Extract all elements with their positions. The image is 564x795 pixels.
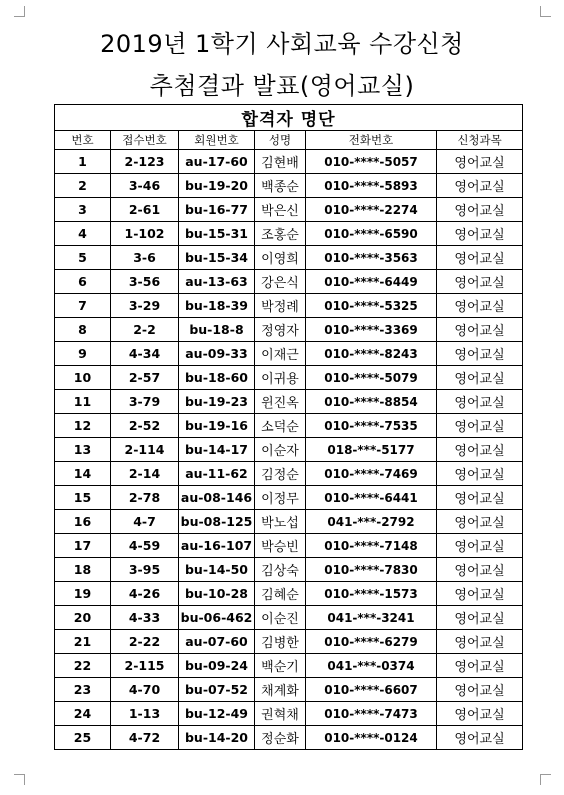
cell-member-number: bu-07-52: [179, 678, 255, 702]
cell-number: 3: [55, 198, 111, 222]
cell-number: 15: [55, 486, 111, 510]
cell-number: 1: [55, 150, 111, 174]
cell-member-number: bu-18-60: [179, 366, 255, 390]
cell-phone: 010-****-7473: [306, 702, 437, 726]
cell-number: 17: [55, 534, 111, 558]
cell-phone: 010-****-8854: [306, 390, 437, 414]
table-row: [55, 438, 523, 462]
cell-number: 7: [55, 294, 111, 318]
cell-number: 25: [55, 726, 111, 750]
table-row: [55, 702, 523, 726]
table-row: [55, 678, 523, 702]
cell-name: 김병한: [255, 630, 306, 654]
cell-receipt-number: 2-78: [111, 486, 179, 510]
cell-member-number: bu-12-49: [179, 702, 255, 726]
cell-phone: 010-****-5079: [306, 366, 437, 390]
cell-member-number: bu-18-39: [179, 294, 255, 318]
cell-course: 영어교실: [437, 390, 523, 414]
cell-course: 영어교실: [437, 606, 523, 630]
cell-member-number: bu-10-28: [179, 582, 255, 606]
cell-phone: 010-****-7830: [306, 558, 437, 582]
cell-receipt-number: 1-102: [111, 222, 179, 246]
accepted-applicants-table: [54, 104, 523, 750]
cell-name: 백순기: [255, 654, 306, 678]
cell-member-number: bu-09-24: [179, 654, 255, 678]
cell-phone: 041-***-2792: [306, 510, 437, 534]
cell-number: 14: [55, 462, 111, 486]
cell-phone: 010-****-6279: [306, 630, 437, 654]
cell-course: 영어교실: [437, 198, 523, 222]
cell-receipt-number: 3-56: [111, 270, 179, 294]
cell-course: 영어교실: [437, 558, 523, 582]
cell-course: 영어교실: [437, 534, 523, 558]
cell-member-number: bu-14-20: [179, 726, 255, 750]
table-row: [55, 462, 523, 486]
cell-number: 23: [55, 678, 111, 702]
header-course: 신청과목: [437, 131, 523, 150]
table-row: [55, 174, 523, 198]
cell-receipt-number: 2-114: [111, 438, 179, 462]
cell-phone: 010-****-0124: [306, 726, 437, 750]
cell-phone: 010-****-5057: [306, 150, 437, 174]
cell-receipt-number: 3-6: [111, 246, 179, 270]
cell-member-number: au-16-107: [179, 534, 255, 558]
cell-member-number: au-13-63: [179, 270, 255, 294]
cell-member-number: bu-08-125: [179, 510, 255, 534]
cell-name: 이순자: [255, 438, 306, 462]
cell-course: 영어교실: [437, 702, 523, 726]
table-row: [55, 558, 523, 582]
cell-receipt-number: 1-13: [111, 702, 179, 726]
page-corner-mark-bottom-right: [540, 774, 551, 785]
cell-phone: 010-****-7148: [306, 534, 437, 558]
document-title-line-2: 추첨결과 발표(영어교실): [149, 72, 415, 100]
table-row: [55, 294, 523, 318]
cell-name: 강은식: [255, 270, 306, 294]
cell-phone: 010-****-3369: [306, 318, 437, 342]
table-row: [55, 222, 523, 246]
cell-course: 영어교실: [437, 246, 523, 270]
cell-member-number: au-17-60: [179, 150, 255, 174]
cell-number: 10: [55, 366, 111, 390]
cell-number: 22: [55, 654, 111, 678]
cell-course: 영어교실: [437, 486, 523, 510]
cell-name: 소덕순: [255, 414, 306, 438]
cell-phone: 010-****-1573: [306, 582, 437, 606]
cell-name: 김상숙: [255, 558, 306, 582]
cell-phone: 010-****-5325: [306, 294, 437, 318]
cell-number: 24: [55, 702, 111, 726]
table-row: [55, 630, 523, 654]
cell-member-number: au-07-60: [179, 630, 255, 654]
table-row: [55, 654, 523, 678]
cell-name: 김현배: [255, 150, 306, 174]
cell-number: 2: [55, 174, 111, 198]
cell-receipt-number: 4-34: [111, 342, 179, 366]
cell-phone: 010-****-3563: [306, 246, 437, 270]
cell-name: 김정순: [255, 462, 306, 486]
cell-name: 채계화: [255, 678, 306, 702]
header-receipt-number: 접수번호: [111, 131, 179, 150]
cell-course: 영어교실: [437, 342, 523, 366]
cell-member-number: bu-06-462: [179, 606, 255, 630]
cell-course: 영어교실: [437, 318, 523, 342]
cell-name: 김혜순: [255, 582, 306, 606]
cell-member-number: bu-16-77: [179, 198, 255, 222]
table-row: [55, 534, 523, 558]
cell-phone: 010-****-6590: [306, 222, 437, 246]
table-row: [55, 510, 523, 534]
cell-phone: 010-****-8243: [306, 342, 437, 366]
cell-name: 박은신: [255, 198, 306, 222]
cell-name: 박노섭: [255, 510, 306, 534]
table-row: [55, 198, 523, 222]
cell-name: 윈진옥: [255, 390, 306, 414]
table-row: [55, 486, 523, 510]
cell-receipt-number: 2-61: [111, 198, 179, 222]
cell-member-number: bu-14-17: [179, 438, 255, 462]
cell-course: 영어교실: [437, 726, 523, 750]
cell-course: 영어교실: [437, 582, 523, 606]
cell-receipt-number: 4-70: [111, 678, 179, 702]
cell-course: 영어교실: [437, 630, 523, 654]
cell-number: 8: [55, 318, 111, 342]
cell-number: 4: [55, 222, 111, 246]
cell-name: 이재근: [255, 342, 306, 366]
cell-phone: 010-****-6607: [306, 678, 437, 702]
cell-phone: 010-****-6441: [306, 486, 437, 510]
cell-course: 영어교실: [437, 414, 523, 438]
cell-phone: 018-***-5177: [306, 438, 437, 462]
table-row: [55, 606, 523, 630]
table-row: [55, 270, 523, 294]
cell-member-number: bu-15-34: [179, 246, 255, 270]
cell-receipt-number: 2-115: [111, 654, 179, 678]
header-phone: 전화번호: [306, 131, 437, 150]
cell-name: 박정례: [255, 294, 306, 318]
cell-number: 16: [55, 510, 111, 534]
cell-receipt-number: 4-26: [111, 582, 179, 606]
cell-member-number: bu-19-23: [179, 390, 255, 414]
table-row: [55, 582, 523, 606]
table-row: [55, 390, 523, 414]
document-title-line-1: 2019년 1학기 사회교육 수강신청: [100, 30, 464, 58]
cell-course: 영어교실: [437, 366, 523, 390]
cell-receipt-number: 2-57: [111, 366, 179, 390]
cell-course: 영어교실: [437, 174, 523, 198]
cell-receipt-number: 3-79: [111, 390, 179, 414]
cell-name: 권혁채: [255, 702, 306, 726]
cell-receipt-number: 2-14: [111, 462, 179, 486]
cell-course: 영어교실: [437, 510, 523, 534]
cell-phone: 010-****-6449: [306, 270, 437, 294]
cell-member-number: bu-15-31: [179, 222, 255, 246]
table-row: [55, 150, 523, 174]
cell-receipt-number: 3-46: [111, 174, 179, 198]
cell-phone: 041-***-0374: [306, 654, 437, 678]
cell-receipt-number: 3-95: [111, 558, 179, 582]
cell-name: 이순진: [255, 606, 306, 630]
cell-course: 영어교실: [437, 270, 523, 294]
header-member-number: 회원번호: [179, 131, 255, 150]
cell-receipt-number: 4-59: [111, 534, 179, 558]
header-name: 성명: [255, 131, 306, 150]
cell-number: 9: [55, 342, 111, 366]
table-row: [55, 246, 523, 270]
table-row: [55, 414, 523, 438]
page-corner-mark-top-left: [14, 6, 25, 17]
cell-name: 이정무: [255, 486, 306, 510]
cell-member-number: bu-19-16: [179, 414, 255, 438]
cell-number: 19: [55, 582, 111, 606]
cell-member-number: au-08-146: [179, 486, 255, 510]
cell-member-number: bu-18-8: [179, 318, 255, 342]
cell-receipt-number: 4-72: [111, 726, 179, 750]
table-row: [55, 726, 523, 750]
cell-name: 정순화: [255, 726, 306, 750]
table-row: [55, 342, 523, 366]
cell-name: 박승빈: [255, 534, 306, 558]
cell-course: 영어교실: [437, 150, 523, 174]
cell-name: 이영희: [255, 246, 306, 270]
cell-number: 21: [55, 630, 111, 654]
cell-number: 12: [55, 414, 111, 438]
cell-receipt-number: 2-52: [111, 414, 179, 438]
page-corner-mark-bottom-left: [14, 774, 25, 785]
cell-course: 영어교실: [437, 654, 523, 678]
cell-course: 영어교실: [437, 222, 523, 246]
cell-receipt-number: 2-123: [111, 150, 179, 174]
cell-receipt-number: 2-22: [111, 630, 179, 654]
cell-receipt-number: 4-33: [111, 606, 179, 630]
cell-course: 영어교실: [437, 294, 523, 318]
cell-receipt-number: 4-7: [111, 510, 179, 534]
cell-member-number: bu-19-20: [179, 174, 255, 198]
cell-number: 6: [55, 270, 111, 294]
cell-course: 영어교실: [437, 678, 523, 702]
cell-course: 영어교실: [437, 438, 523, 462]
cell-number: 13: [55, 438, 111, 462]
cell-receipt-number: 2-2: [111, 318, 179, 342]
table-row: [55, 366, 523, 390]
cell-member-number: au-09-33: [179, 342, 255, 366]
cell-name: 조홍순: [255, 222, 306, 246]
cell-number: 11: [55, 390, 111, 414]
cell-member-number: au-11-62: [179, 462, 255, 486]
cell-member-number: bu-14-50: [179, 558, 255, 582]
cell-number: 18: [55, 558, 111, 582]
cell-name: 이귀용: [255, 366, 306, 390]
page-corner-mark-top-right: [540, 6, 551, 17]
cell-receipt-number: 3-29: [111, 294, 179, 318]
cell-name: 백종순: [255, 174, 306, 198]
cell-phone: 010-****-7469: [306, 462, 437, 486]
cell-phone: 010-****-7535: [306, 414, 437, 438]
cell-phone: 010-****-2274: [306, 198, 437, 222]
cell-course: 영어교실: [437, 462, 523, 486]
table-caption: 합격자 명단: [55, 105, 523, 131]
cell-phone: 010-****-5893: [306, 174, 437, 198]
cell-number: 5: [55, 246, 111, 270]
table-row: [55, 318, 523, 342]
cell-phone: 041-***-3241: [306, 606, 437, 630]
header-number: 번호: [55, 131, 111, 150]
cell-name: 정영자: [255, 318, 306, 342]
cell-number: 20: [55, 606, 111, 630]
